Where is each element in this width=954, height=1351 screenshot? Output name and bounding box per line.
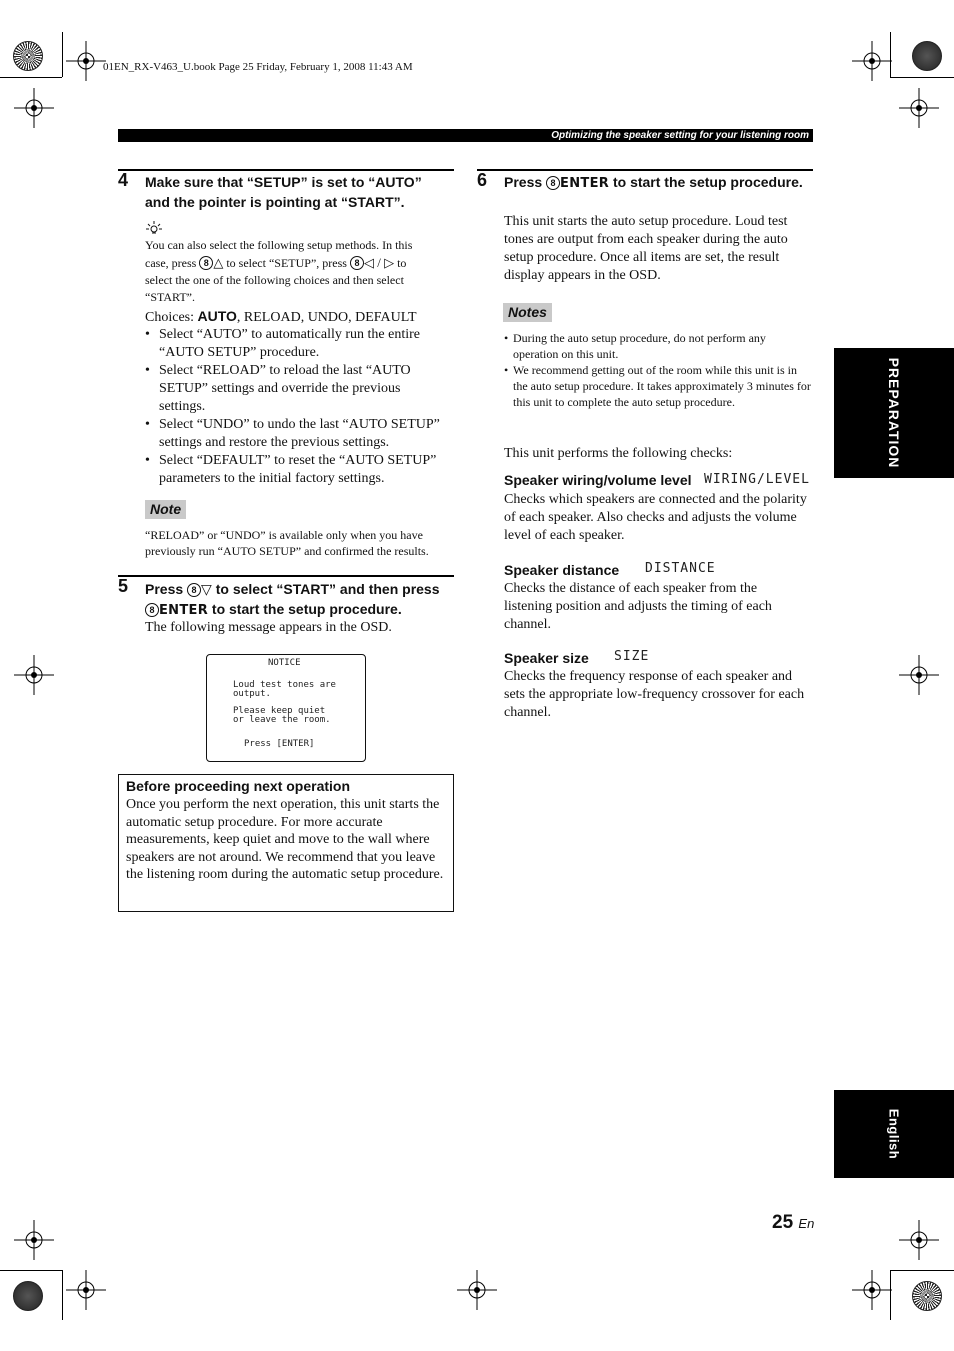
list-item: • Select “UNDO” to undo the last “AUTO SETUP” settings and restore the previous settings.	[145, 416, 450, 452]
size-title: Speaker size	[504, 650, 589, 666]
step5-rule	[118, 575, 454, 577]
side-tab-english-label: English	[886, 1108, 902, 1160]
trim-line	[890, 77, 954, 78]
osd-line: Loud test tones are	[233, 680, 336, 690]
trim-line	[62, 1270, 63, 1320]
registration-mark-icon	[66, 41, 106, 81]
registration-mark-icon	[14, 655, 54, 695]
key-8-icon: 8	[199, 256, 213, 270]
list-item: • Select “DEFAULT” to reset the “AUTO SETUP” parameters to the initial factory settings.	[145, 452, 450, 488]
osd-line: or leave the room.	[233, 715, 331, 725]
step6-number: 6	[477, 170, 488, 190]
choices: Choices: AUTO, RELOAD, UNDO, DEFAULT	[145, 308, 417, 325]
osd-notice-screen	[206, 654, 366, 762]
key-8-icon: 8	[145, 603, 159, 617]
key-8-icon: 8	[350, 256, 364, 270]
trim-line	[890, 32, 891, 77]
step4-heading: Make sure that “SETUP” is set to “AUTO” and the pointer is pointing at “START”.	[145, 174, 422, 210]
page-suffix: En	[798, 1216, 815, 1231]
step4-rule	[118, 169, 454, 171]
notes-list	[504, 330, 814, 410]
trim-line	[62, 32, 63, 77]
solid-disc-icon	[912, 41, 942, 71]
page-number: 25 En	[772, 1212, 815, 1233]
size-text: Checks the frequency response of each speaker and sets the appropriate low-frequency crossover for each channel.	[504, 669, 805, 720]
list-item: • We recommend getting out of the room while this unit is in the auto setup procedure. It takes approximately 3 minutes for this unit to complete the auto setup procedure.	[504, 362, 814, 410]
choice-default: AUTO	[197, 308, 237, 324]
starburst-disc-icon	[912, 1281, 942, 1311]
registration-mark-icon	[14, 1220, 54, 1260]
distance-title: Speaker distance	[504, 562, 620, 578]
trim-line	[0, 1270, 62, 1271]
arrow-left-right-icon: ◁ / ▷	[363, 255, 395, 270]
osd-line: Press [ENTER]	[244, 739, 315, 749]
solid-disc-icon	[13, 1281, 43, 1311]
note-label: Note	[145, 500, 186, 519]
arrow-down-icon: ▽	[201, 581, 212, 597]
note-text: “RELOAD” or “UNDO” is available only when you have previously run “AUTO SETUP” and confirmed the results.	[145, 528, 429, 558]
enter-key-label: ENTER	[159, 603, 209, 618]
list-item: • Select “AUTO” to automatically run the entire “AUTO SETUP” procedure.	[145, 326, 450, 362]
list-item: • Select “RELOAD” to reload the last “AUTO SETUP” settings and override the previous settings.	[145, 362, 450, 416]
trim-line	[890, 1270, 891, 1320]
tip-bulb-icon	[146, 221, 162, 235]
caution-box-text: Once you perform the next operation, this unit starts the automatic setup procedure. For more accurate measurements, keep quiet and move to the wall where speakers are not around. We recommend that you leave the listening room during the automatic setup procedure.	[126, 797, 444, 883]
osd-title: NOTICE	[268, 658, 301, 668]
tip-line-2: case, press 8 △ to select “SETUP”, press 8 ◁ / ▷ to	[145, 255, 407, 270]
registration-mark-icon	[852, 41, 892, 81]
registration-mark-icon	[852, 1270, 892, 1310]
caution-box	[118, 774, 454, 912]
registration-mark-icon	[899, 655, 939, 695]
step5-body: The following message appears in the OSD.	[145, 620, 392, 635]
tip-line-3: select the one of the following choices and then select “START”.	[145, 273, 404, 304]
tip-line-1: You can also select the following setup methods. In this	[145, 238, 413, 252]
distance-osd-label: DISTANCE	[645, 561, 716, 576]
step6-rule	[477, 169, 813, 171]
wiring-title: Speaker wiring/volume level	[504, 472, 692, 488]
osd-line: output.	[233, 689, 271, 699]
side-tab-english	[834, 1090, 954, 1178]
trim-line	[0, 77, 62, 78]
step5-number: 5	[118, 576, 129, 596]
key-8-icon: 8	[187, 583, 201, 597]
starburst-disc-icon	[13, 41, 43, 71]
step6-heading: Press 8 ENTER to start the setup procedure.	[504, 174, 803, 191]
trim-line	[890, 1270, 954, 1271]
caution-box-title: Before proceeding next operation	[126, 778, 351, 794]
notes-label: Notes	[503, 303, 552, 322]
file-info: 01EN_RX-V463_U.book Page 25 Friday, February 1, 2008 11:43 AM	[103, 61, 413, 73]
step5-heading: Press 8 ▽ to select “START” and then press 8 ENTER to start the setup procedure.	[145, 581, 440, 618]
header-bar	[118, 129, 813, 142]
step4-number: 4	[118, 170, 129, 190]
choices-list	[145, 326, 450, 488]
step6-body: This unit starts the auto setup procedure. Loud test tones are output from each speaker during the auto setup procedure. Once all items are set, the result display appears in the OSD.	[504, 214, 788, 283]
header-title: Optimizing the speaker setting for your listening room	[551, 130, 809, 141]
step4-tip	[145, 237, 445, 306]
osd-line: Please keep quiet	[233, 706, 326, 716]
checks-intro: This unit performs the following checks:	[504, 446, 733, 461]
registration-mark-icon	[66, 1270, 106, 1310]
size-osd-label: SIZE	[614, 649, 650, 664]
side-tab-preparation-label: PREPARATION	[886, 357, 902, 469]
arrow-up-icon: △	[213, 255, 224, 270]
registration-mark-icon	[899, 1220, 939, 1260]
registration-mark-icon	[457, 1270, 497, 1310]
side-tab-preparation	[834, 348, 954, 478]
list-item: • During the auto setup procedure, do not perform any operation on this unit.	[504, 330, 814, 362]
wiring-osd-label: WIRING/LEVEL	[704, 472, 810, 487]
distance-text: Checks the distance of each speaker from the listening position and adjusts the timing of each channel.	[504, 581, 772, 632]
enter-key-label: ENTER	[560, 176, 610, 191]
registration-mark-icon	[899, 88, 939, 128]
key-8-icon: 8	[546, 176, 560, 190]
registration-mark-icon	[14, 88, 54, 128]
wiring-text: Checks which speakers are connected and the polarity of each speaker. Also checks and adjusts the volume level of each speaker.	[504, 492, 807, 543]
